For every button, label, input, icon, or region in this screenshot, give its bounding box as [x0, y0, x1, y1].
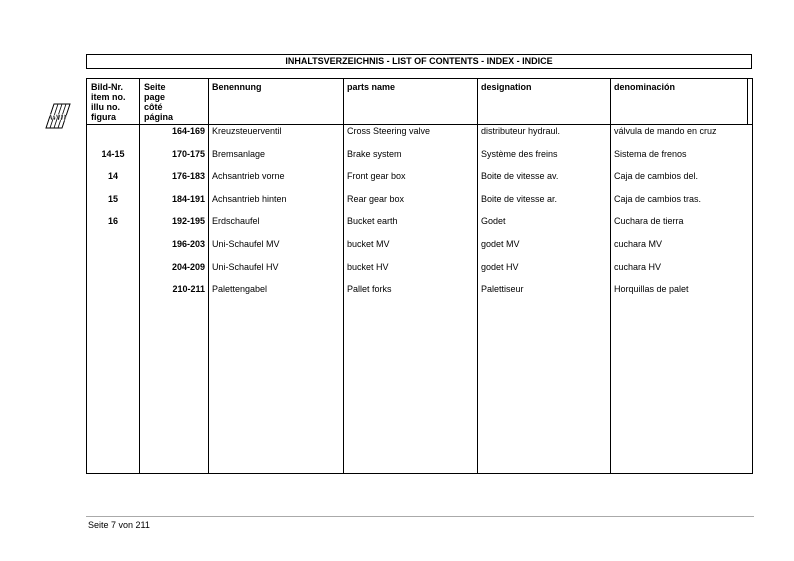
cell-bild: 15 [107, 194, 118, 204]
cell-benennung: Uni-Schaufel HV [212, 262, 279, 272]
cell-parts-name: Bucket earth [347, 216, 398, 226]
cell-benennung: Bremsanlage [212, 149, 266, 159]
cell-parts-name: Cross Steering valve [347, 126, 431, 136]
cell-denominacion: Cuchara de tierra [614, 216, 684, 226]
cell-denominacion: Caja de cambios tras. [614, 194, 702, 204]
cell-designation: Boite de vitesse av. [481, 171, 559, 181]
cell-denominacion: Horquillas de palet [614, 284, 689, 294]
cell-denominacion: cuchara MV [614, 239, 663, 249]
column-divider [477, 79, 478, 473]
cell-denominacion: Sistema de frenos [614, 149, 687, 159]
cell-bild: 16 [107, 216, 118, 226]
cell-seite: 192-195 [171, 216, 205, 226]
cell-designation: godet MV [481, 239, 520, 249]
cell-seite: 204-209 [171, 262, 205, 272]
header-designation: designation [481, 82, 532, 92]
column-divider [610, 79, 611, 473]
contents-table [86, 78, 753, 474]
header-parts-name: parts name [347, 82, 396, 92]
footer-divider [86, 516, 754, 517]
cell-designation: Palettiseur [481, 284, 524, 294]
cell-parts-name: bucket HV [347, 262, 389, 272]
cell-parts-name: Rear gear box [347, 194, 405, 204]
cell-parts-name: bucket MV [347, 239, 390, 249]
page-title: INHALTSVERZEICHNIS - LIST OF CONTENTS - INDEX - INDICE [86, 54, 752, 69]
cell-bild: 14 [107, 171, 118, 181]
cell-parts-name: Brake system [347, 149, 402, 159]
cell-seite: 196-203 [171, 239, 205, 249]
header-benennung: Benennung [212, 82, 262, 92]
cell-denominacion: válvula de mando en cruz [614, 126, 717, 136]
cell-benennung: Palettengabel [212, 284, 268, 294]
cell-benennung: Uni-Schaufel MV [212, 239, 280, 249]
svg-text:wm: wm [49, 109, 67, 123]
cell-bild: 14-15 [101, 149, 125, 159]
column-divider [139, 79, 140, 473]
cell-seite: 164-169 [171, 126, 205, 136]
cell-seite: 176-183 [171, 171, 205, 181]
header-denominacion: denominación [614, 82, 676, 92]
cell-seite: 170-175 [171, 149, 205, 159]
cell-benennung: Kreuzsteuerventil [212, 126, 282, 136]
cell-designation: Godet [481, 216, 506, 226]
cell-benennung: Achsantrieb vorne [212, 171, 285, 181]
cell-denominacion: cuchara HV [614, 262, 662, 272]
cell-seite: 210-211 [172, 284, 205, 294]
cell-denominacion: Caja de cambios del. [614, 171, 699, 181]
cell-benennung: Achsantrieb hinten [212, 194, 287, 204]
cell-designation: Boite de vitesse ar. [481, 194, 558, 204]
header-bild: Bild-Nr. item no. illu no. figura [91, 82, 126, 122]
cell-designation: distributeur hydraul. [481, 126, 561, 136]
column-divider [208, 79, 209, 473]
cell-designation: Système des freins [481, 149, 558, 159]
wm-logo-icon [40, 98, 76, 134]
column-divider [343, 79, 344, 473]
cell-seite: 184-191 [171, 194, 205, 204]
cell-designation: godet HV [481, 262, 519, 272]
cell-parts-name: Pallet forks [347, 284, 392, 294]
column-divider [747, 79, 748, 125]
cell-benennung: Erdschaufel [212, 216, 260, 226]
page-number: Seite 7 von 211 [88, 520, 150, 530]
cell-parts-name: Front gear box [347, 171, 406, 181]
header-seite: Seite page côté página [144, 82, 174, 122]
